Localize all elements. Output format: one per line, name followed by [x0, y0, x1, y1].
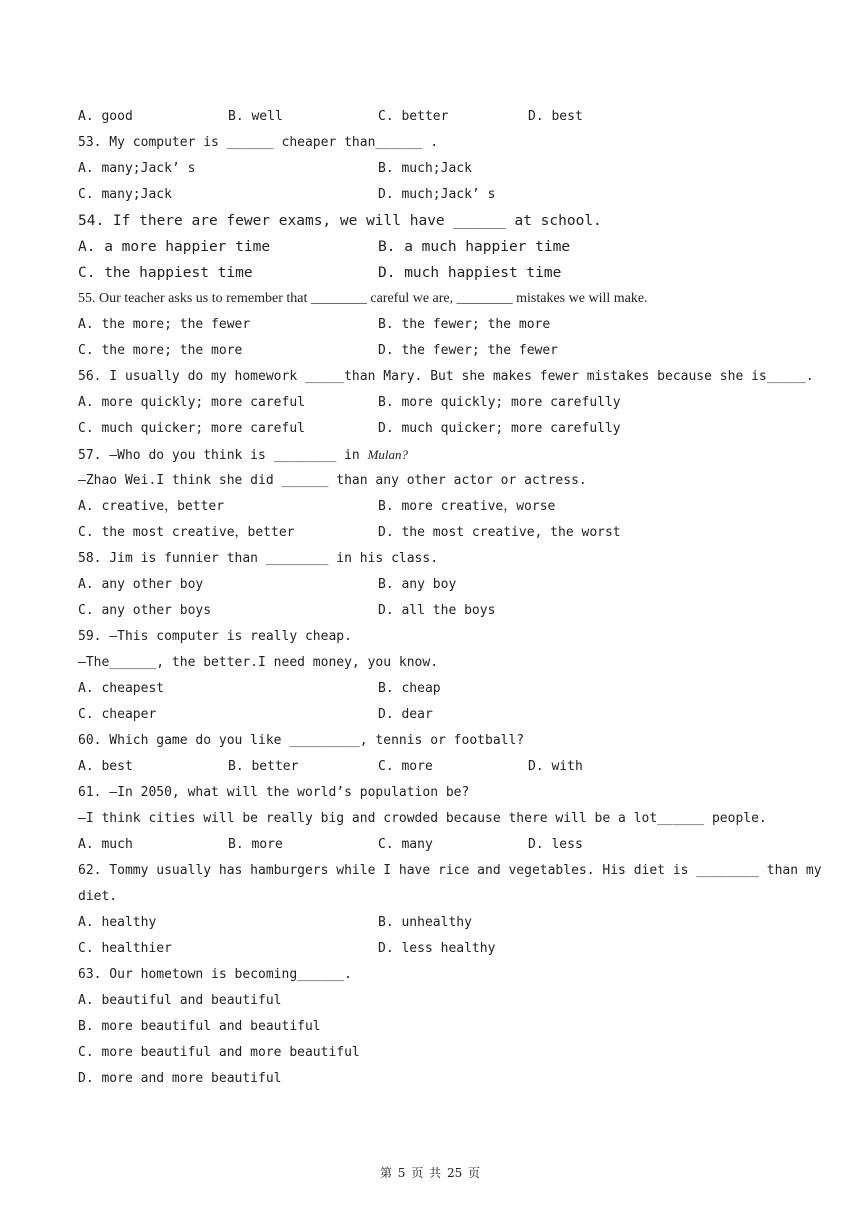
q55-option-d: D. the fewer; the fewer — [378, 343, 559, 358]
q61-option-d: D. less — [528, 837, 583, 852]
q57-answer-line: —Zhao Wei.I think she did ______ than any other actor or actress. — [78, 473, 587, 488]
q59-option-b: B. cheap — [378, 681, 441, 696]
page-footer — [0, 1164, 860, 1181]
footer-ye-2: 页 — [468, 1166, 481, 1180]
q57-stem — [78, 442, 798, 468]
q60-options — [78, 754, 798, 780]
footer-page-number: 5 — [397, 1166, 406, 1180]
q61-option-b: B. more — [228, 837, 283, 852]
q52-options — [78, 104, 798, 130]
q54-option-c: C. the happiest time — [78, 265, 253, 281]
q53-options-row1 — [78, 156, 798, 182]
q54-option-a: A. a more happier time — [78, 239, 271, 255]
q55-options-row2 — [78, 338, 798, 364]
q63-option-b: B. more beautiful and beautiful — [78, 1019, 321, 1034]
q57-option-b: B. more creative，worse — [378, 499, 556, 514]
q58-option-d: D. all the boys — [378, 603, 496, 618]
q56-option-a: A. more quickly; more careful — [78, 395, 305, 410]
q58-option-a: A. any other boy — [78, 577, 204, 592]
q60-option-d: D. with — [528, 759, 583, 774]
q60-option-c: C. more — [378, 759, 433, 774]
q62-stem-continued: diet. — [78, 889, 118, 904]
q57-option-a: A. creative，better — [78, 499, 225, 514]
q62-option-a: A. healthy — [78, 915, 157, 930]
footer-total-pages: 25 — [446, 1166, 463, 1180]
q55-option-a: A. the more; the fewer — [78, 317, 251, 332]
q59-stem: 59. —This computer is really cheap. — [78, 629, 352, 644]
q58-stem: 58. Jim is funnier than ________ in his class. — [78, 551, 439, 566]
q59-option-c: C. cheaper — [78, 707, 157, 722]
q60-option-a: A. best — [78, 759, 133, 774]
q62-options-row1 — [78, 910, 798, 936]
footer-ye: 页 — [411, 1166, 424, 1180]
q58-options-row2 — [78, 598, 798, 624]
q54-option-b: B. a much happier time — [378, 239, 571, 255]
q53-option-b: B. much;Jack — [378, 161, 472, 176]
q52-option-a: A. good — [78, 109, 133, 124]
question-page — [78, 104, 822, 1092]
q60-option-b: B. better — [228, 759, 299, 774]
q58-option-b: B. any boy — [378, 577, 457, 592]
q58-option-c: C. any other boys — [78, 603, 212, 618]
q56-option-c: C. much quicker; more careful — [78, 421, 305, 436]
q56-stem: 56. I usually do my homework _____than Mary. But she makes fewer mistakes because she is_____. — [78, 369, 814, 384]
q57-options-row2 — [78, 520, 798, 546]
q52-option-c: C. better — [378, 109, 449, 124]
q57-movie-title: Mulan? — [367, 447, 409, 462]
q52-option-b: B. well — [228, 109, 283, 124]
q56-option-d: D. much quicker; more carefully — [378, 421, 621, 436]
q54-options-row1 — [78, 234, 798, 260]
q63-option-c: C. more beautiful and more beautiful — [78, 1045, 360, 1060]
q62-option-c: C. healthier — [78, 941, 172, 956]
q59-option-d: D. dear — [378, 707, 433, 722]
q55-option-c: C. the more; the more — [78, 343, 243, 358]
q61-options — [78, 832, 798, 858]
q63-stem: 63. Our hometown is becoming______. — [78, 967, 352, 982]
footer-di: 第 — [379, 1166, 392, 1180]
q53-option-c: C. many;Jack — [78, 187, 172, 202]
q57-option-c: C. the most creative，better — [78, 525, 295, 540]
footer-gong: 共 — [429, 1166, 442, 1180]
q62-option-b: B. unhealthy — [378, 915, 472, 930]
q62-options-row2 — [78, 936, 798, 962]
q58-options-row1 — [78, 572, 798, 598]
q62-stem: 62. Tommy usually has hamburgers while I have rice and vegetables. His diet is ________ than my — [78, 863, 822, 878]
q63-option-a: A. beautiful and beautiful — [78, 993, 282, 1008]
q57-stem-text: 57. —Who do you think is ________ in — [78, 448, 368, 463]
q59-option-a: A. cheapest — [78, 681, 165, 696]
q54-stem: 54. If there are fewer exams, we will have ______ at school. — [78, 213, 602, 229]
q56-options-row1 — [78, 390, 798, 416]
q53-stem: 53. My computer is ______ cheaper than______ . — [78, 135, 439, 150]
q55-option-b: B. the fewer; the more — [378, 317, 551, 332]
q63-option-d: D. more and more beautiful — [78, 1071, 282, 1086]
q61-stem: 61. —In 2050, what will the world’s population be? — [78, 785, 470, 800]
q53-options-row2 — [78, 182, 798, 208]
q59-options-row2 — [78, 702, 798, 728]
q53-option-a: A. many;Jack’ s — [78, 161, 196, 176]
q56-option-b: B. more quickly; more carefully — [378, 395, 621, 410]
q61-option-c: C. many — [378, 837, 433, 852]
q55-stem: 55. Our teacher asks us to remember that ________ careful we are, ________ mistakes we will make. — [78, 291, 648, 306]
q61-answer-line: —I think cities will be really big and crowded because there will be a lot______ people. — [78, 811, 767, 826]
q59-options-row1 — [78, 676, 798, 702]
q55-options-row1 — [78, 312, 798, 338]
q54-options-row2 — [78, 260, 798, 286]
q62-option-d: D. less healthy — [378, 941, 496, 956]
q59-answer-line: —The______, the better.I need money, you know. — [78, 655, 439, 670]
q57-options-row1 — [78, 494, 798, 520]
q57-option-d: D. the most creative, the worst — [378, 525, 621, 540]
q61-option-a: A. much — [78, 837, 133, 852]
q53-option-d: D. much;Jack’ s — [378, 187, 496, 202]
q60-stem: 60. Which game do you like _________, tennis or football? — [78, 733, 525, 748]
q54-option-d: D. much happiest time — [378, 265, 562, 281]
q56-options-row2 — [78, 416, 798, 442]
q52-option-d: D. best — [528, 109, 583, 124]
